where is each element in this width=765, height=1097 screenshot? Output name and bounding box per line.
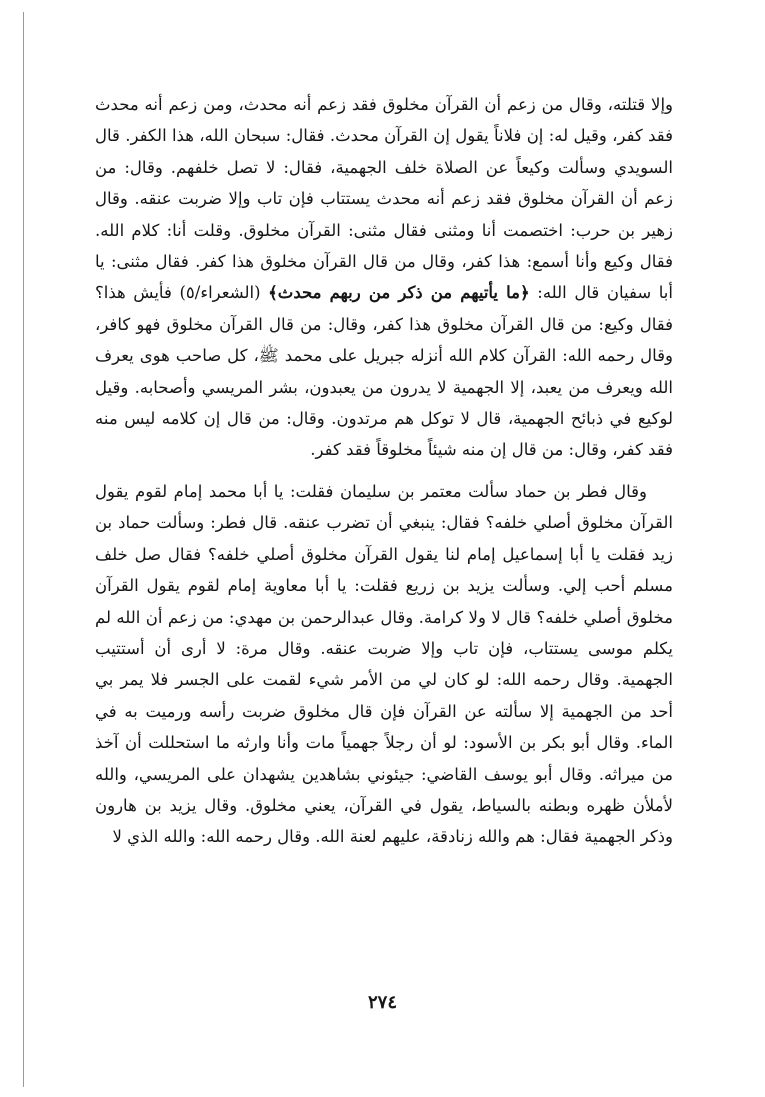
paragraph-1: [95, 89, 673, 466]
paragraph-1-text: وإلا قتلته، وقال من زعم أن القرآن مخلوق فقد زعم أنه محدث، ومن زعم أنه محدث فقد كفر، وقيل له: إن فلاناً يقول إن القرآن محدث. فقال: سبحان الله، هذا الكفر. قال السويدي وسألت وكيعاً عن الصلاة خلف الجهمية، فقال: لا تصل خلفهم. وقال: من زعم أن القرآن مخلوق فقد زعم أنه محدث يستتاب فإن تاب وإلا ضربت عنقه. وقال زهير بن حرب: اختصمت أنا ومثنى فقال مثنى: القرآن مخلوق. وقلت أنا: كلام الله. فقال وكيع وأنا أسمع: هذا كفر، وقال من قال القرآن مخلوق هذا كفر. فقال مثنى: يا أبا سفيان قال الله:: [95, 95, 673, 303]
paragraph-1-continued: (الشعراء/٥) فأيش هذا؟ فقال وكيع: من قال القرآن مخلوق هذا كفر، وقال: من قال القرآن مخلوق فهو كافر، وقال رحمه الله: القرآن كلام الله أنزله جبريل على محمد ﷺ، كل صاحب هوى يعرف الله ويعرف من يعبد، إلا الجهمية لا يدرون من يعبدون، بشر المريسي وأصحابه. وقيل لوكيع في ذبائح الجهمية، قال لا توكل هم مرتدون. وقال: من قال إن كلامه ليس منه فقد كفر، وقال: من قال إن منه شيئاً مخلوقاً فقد كفر.: [95, 283, 673, 460]
page-edge-line: [23, 12, 24, 1087]
page-number: ٢٧٤: [367, 992, 397, 1013]
quran-quote: ﴿ما يأتيهم من ذكر من ربهم محدث﴾: [268, 283, 530, 303]
paragraph-2: وقال فطر بن حماد سألت معتمر بن سليمان فقلت: يا أبا محمد إمام لقوم يقول القرآن مخلوق أصلي خلفه؟ فقال: ينبغي أن تضرب عنقه. قال فطر: وسألت حماد بن زيد فقلت يا أبا إسماعيل إمام لنا يقول القرآن مخلوق أصلي خلفه؟ فقال صل خلف مسلم أحب إلي. وسألت يزيد بن زريع فقلت: يا أبا معاوية إمام لقوم يقول القرآن مخلوق أصلي خلفه؟ قال لا ولا كرامة. وقال عبدالرحمن بن مهدي: من زعم أن الله لم يكلم موسى يستتاب، فإن تاب وإلا ضربت عنقه. وقال مرة: لا أرى أن أستتيب الجهمية. وقال رحمه الله: لو كان لي من الأمر شيء لقمت على الجسر فلا يمر بي أحد من الجهمية إلا سألته عن القرآن فإن قال مخلوق ضربت رأسه ورميت به في الماء. وقال أبو بكر بن الأسود: لو أن رجلاً جهمياً مات وأنا وارثه ما استحللت أن آخذ من ميراثه. وقال أبو يوسف القاضي: جيئوني بشاهدين يشهدان على المريسي، والله لأملأن ظهره وبطنه بالسياط، يقول في القرآن، يعني مخلوق. وقال يزيد بن هارون وذكر الجهمية فقال: هم والله زنادقة، عليهم لعنة الله. وقال رحمه الله: والله الذي لا: [95, 481, 673, 847]
body-text: [95, 89, 673, 853]
